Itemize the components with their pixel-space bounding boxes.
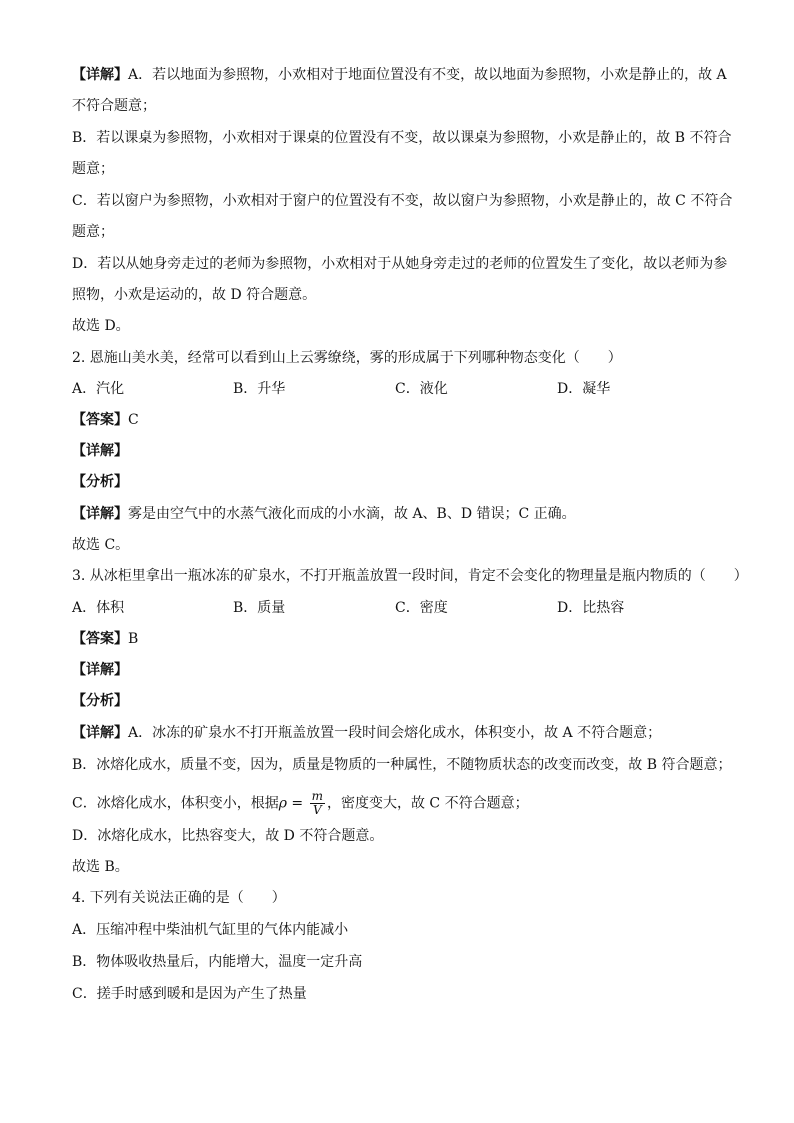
density-fraction — [310, 790, 325, 817]
q3-question: 3. 从冰柜里拿出一瓶冰冻的矿泉水，不打开瓶盖放置一段时间，肯定不会变化的物理量是瓶内物质的（ ） — [72, 568, 748, 584]
q1-detail-b: B．若以课桌为参照物，小欢相对于课桌的位置没有不变，故以课桌为参照物，小欢是静止的，故 B 不符合 — [72, 130, 732, 146]
q3-c-pre: C．冰熔化成水，体积变小，根据 — [72, 795, 279, 812]
q3-detail-c — [72, 790, 529, 817]
q1-a-text: A．若以地面为参照物，小欢相对于地面位置没有不变，故以地面为参照物，小欢是静止的，故 A — [128, 67, 727, 83]
detail-tag: 【详解】 — [72, 67, 128, 83]
q3-detail-d: D．冰熔化成水，比热容变大，故 D 不符合题意。 — [72, 828, 384, 844]
q1-detail-c: C．若以窗户为参照物，小欢相对于窗户的位置没有不变，故以窗户为参照物，小欢是静止的，故 C 不符合 — [72, 193, 733, 209]
q3-option-a: A．体积 — [72, 600, 125, 616]
q4-option-b: B．物体吸收热量后，内能增大，温度一定升高 — [72, 954, 363, 970]
q4-option-c: C．搓手时感到暖和是因为产生了热量 — [72, 986, 307, 1002]
q3-answer-value: B — [128, 631, 139, 647]
q2-answer — [72, 410, 139, 430]
q3-a-text: A．冰冻的矿泉水不打开瓶盖放置一段时间会熔化成水，体积变小，故 A 不符合题意； — [128, 725, 662, 741]
q1-c-continued: 题意； — [72, 224, 114, 240]
fraction-denominator: V — [312, 803, 322, 817]
fraction-numerator: m — [311, 789, 323, 803]
answer-tag: 【答案】 — [72, 412, 128, 428]
answer-tag: 【答案】 — [72, 631, 128, 647]
q4-question: 4. 下列有关说法正确的是（ ） — [72, 890, 286, 906]
equals-sign: = — [286, 795, 308, 812]
q2-option-b: B．升华 — [233, 381, 286, 397]
q2-option-d: D．凝华 — [557, 381, 611, 397]
q2-option-c: C．液化 — [395, 381, 448, 397]
q2-option-a: A．汽化 — [72, 381, 125, 397]
q2-detail-text: 雾是由空气中的水蒸气液化而成的小水滴，故 A、B、D 错误；C 正确。 — [128, 506, 576, 522]
q3-detail-b: B．冰熔化成水，质量不变，因为，质量是物质的一种属性，不随物质状态的改变而改变，故 B 符合题意； — [72, 757, 732, 773]
q2-detail-tag: 【详解】 — [72, 443, 128, 459]
q1-choose: 故选 D。 — [72, 318, 130, 334]
q1-detail-a — [72, 65, 727, 85]
q2-answer-value: C — [128, 412, 139, 428]
q2-detail — [72, 504, 576, 524]
q2-analysis-tag: 【分析】 — [72, 474, 128, 490]
q3-detail-a — [72, 723, 661, 743]
q1-d-continued: 照物，小欢是运动的，故 D 符合题意。 — [72, 287, 317, 303]
q1-b-continued: 题意； — [72, 161, 114, 177]
q3-detail-tag: 【详解】 — [72, 662, 128, 678]
q3-option-b: B．质量 — [233, 600, 286, 616]
q3-analysis-tag: 【分析】 — [72, 693, 128, 709]
q1-detail-d: D．若以从她身旁走过的老师为参照物，小欢相对于从她身旁走过的老师的位置发生了变化，故以老师为参 — [72, 256, 728, 272]
q3-c-post: ，密度变大，故 C 不符合题意； — [326, 795, 529, 812]
rho-symbol: ρ — [278, 795, 287, 812]
q3-option-d: D．比热容 — [557, 600, 625, 616]
q4-option-a: A．压缩冲程中柴油机气缸里的气体内能减小 — [72, 922, 349, 938]
q3-option-c: C．密度 — [395, 600, 448, 616]
q3-choose: 故选 B。 — [72, 859, 129, 875]
q2-choose: 故选 C。 — [72, 537, 130, 553]
detail-tag: 【详解】 — [72, 506, 128, 522]
q3-answer — [72, 629, 138, 649]
detail-tag: 【详解】 — [72, 725, 128, 741]
q2-question: 2. 恩施山美水美，经常可以看到山上云雾缭绕，雾的形成属于下列哪种物态变化（ ） — [72, 350, 622, 366]
q1-a-continued: 不符合题意； — [72, 98, 156, 114]
